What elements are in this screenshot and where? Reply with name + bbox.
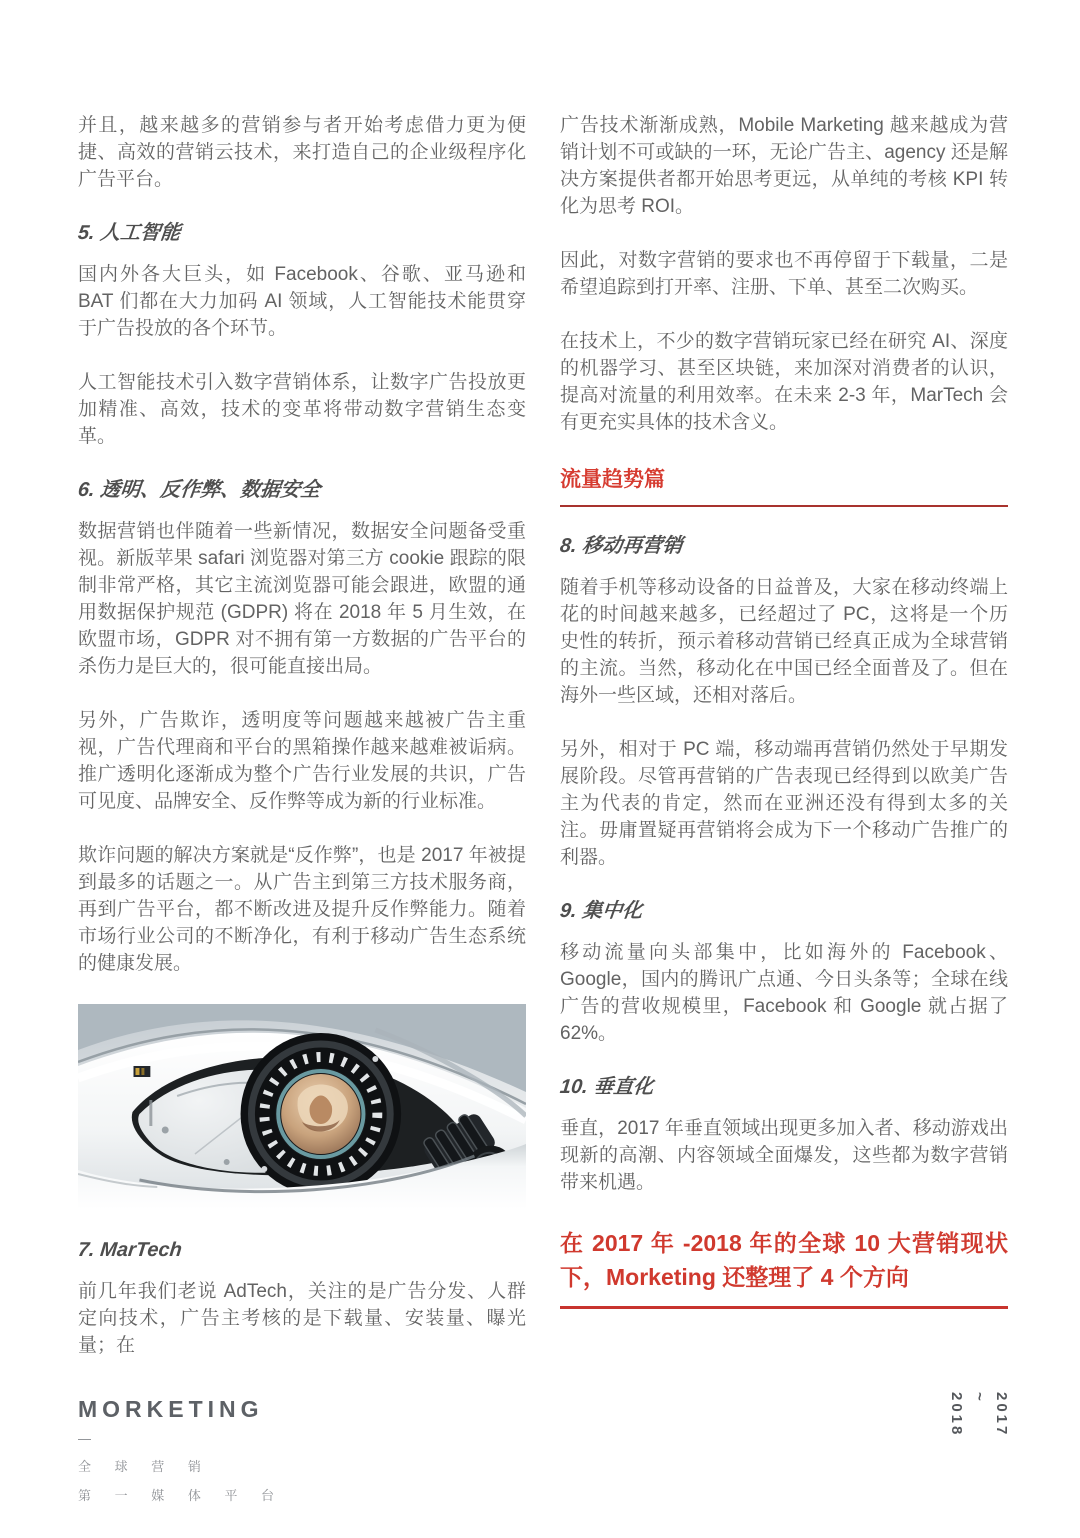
robot-eye-image	[78, 1004, 526, 1209]
section-heading-9-centralization	[560, 898, 1008, 925]
paragraph: 垂直，2017 年垂直领域出现更多加入者、移动游戏出现新的高潮、内容领域全面爆发，这些都为数字营销带来机遇。	[560, 1118, 1008, 1193]
paragraph: 人工智能技术引入数字营销体系，让数字广告投放更加精准、高效，技术的变革将带动数字营销生态变革。	[78, 372, 526, 447]
paragraph: 随着手机等移动设备的日益普及，大家在移动终端上花的时间越来越多，已经超过了 PC，这将是一个历史性的转折，预示着移动营销已经真正成为全球营销的主流。当然，移动化在中国已经全面普及了。但在海外一些区域，还相对落后。	[560, 577, 1008, 706]
paragraph: 国内外各大巨头，如 Facebook、谷歌、亚马逊和 BAT 们都在大力加码 AI 领域，人工智能技术能贯穿于广告投放的各个环节。	[78, 264, 526, 339]
section-heading-label: 5. 人工智能	[76, 222, 182, 244]
paragraph: 前几年我们老说 AdTech，关注的是广告分发、人群定向技术，广告主考核的是下载量、安装量、曝光量；在	[78, 1281, 526, 1356]
section-heading-label: 10. 垂直化	[558, 1076, 655, 1098]
section-heading-10-vertical	[560, 1074, 1008, 1101]
section-heading-7-martech	[78, 1237, 526, 1264]
paragraph: 广告技术渐渐成熟，Mobile Marketing 越来越成为营销计划不可或缺的一环，无论广告主、agency 还是解决方案提供者都开始思考更远，从单纯的考核 KPI 转化为思考 ROI。	[560, 115, 1008, 217]
section-heading-6-transparency	[78, 477, 526, 504]
paragraph: 因此，对数字营销的要求也不再停留于下载量，二是希望追踪到打开率、注册、下单、甚至二次购买。	[560, 250, 1008, 298]
paragraph: 并且，越来越多的营销参与者开始考虑借力更为便捷、高效的营销云技术，来打造自己的企业级程序化广告平台。	[78, 115, 526, 190]
callout-divider-line	[560, 1306, 1008, 1309]
article-columns	[78, 112, 1008, 1386]
paragraph: 数据营销也伴随着一些新情况，数据安全问题备受重视。新版苹果 safari 浏览器对第三方 cookie 跟踪的限制非常严格，其它主流浏览器可能会跟进，欧盟的通用数据保护规范 (GDPR) 将在 2018 年 5 月生效，在欧盟市场，GDPR 对不拥有第一方数据的广告平台的杀伤力是巨大的，很可能直接出局。	[78, 521, 526, 677]
right-column	[560, 112, 1008, 1386]
page-footer-brand	[78, 1396, 284, 1504]
callout-text: 在 2017 年 -2018 年的全球 10 大营销现状下，Morketing 还整理了 4 个方向	[560, 1230, 1008, 1290]
chapter-divider-line	[560, 505, 1008, 507]
section-heading-label: 9. 集中化	[558, 900, 644, 922]
section-heading-5-ai	[78, 220, 526, 247]
footer-year-range	[945, 1392, 1013, 1456]
left-column	[78, 112, 526, 1386]
morketing-logo: MORKETING	[78, 1396, 264, 1422]
chapter-title-traffic-trends: 流量趋势篇	[560, 468, 665, 491]
paragraph: 在技术上，不少的数字营销玩家已经在研究 AI、深度的机器学习、甚至区块链，来加深对消费者的认识，提高对流量的利用效率。在未来 2-3 年，MarTech 会有更充实具体的技术含义。	[560, 331, 1008, 433]
footer-year-separator: ~	[970, 1392, 988, 1401]
footer-tagline-line2: 第 一 媒 体 平 台	[78, 1488, 285, 1503]
paragraph: 另外，相对于 PC 端，移动端再营销仍然处于早期发展阶段。尽管再营销的广告表现已经得到以欧美广告主为代表的肯定，然而在亚洲还没有得到太多的关注。毋庸置疑再营销将会成为下一个移动广告推广的利器。	[560, 739, 1008, 868]
section-heading-label: 7. MarTech	[76, 1239, 183, 1261]
footer-year-to: 2018	[948, 1392, 965, 1438]
section-heading-8-remarketing	[560, 533, 1008, 560]
paragraph: 移动流量向头部集中，比如海外的 Facebook、Google，国内的腾讯广点通、今日头条等；全球在线广告的营收规模里，Facebook 和 Google 就占据了62%。	[560, 942, 1008, 1044]
footer-year-from: 2017	[993, 1392, 1010, 1438]
paragraph: 另外，广告欺诈，透明度等问题越来越被广告主重视，广告代理商和平台的黑箱操作越来越难被诟病。推广透明化逐渐成为整个广告行业发展的共识，广告可见度、品牌安全、反作弊等成为新的行业标准。	[78, 710, 526, 812]
section-heading-label: 8. 移动再营销	[558, 535, 684, 557]
paragraph: 欺诈问题的解决方案就是“反作弊”，也是 2017 年被提到最多的话题之一。从广告主到第三方技术服务商，再到广告平台，都不断改进及提升反作弊能力。随着市场行业公司的不断净化，有利于移动广告生态系统的健康发展。	[78, 845, 526, 974]
footer-divider-dash: —	[78, 1431, 91, 1446]
section-heading-label: 6. 透明、反作弊、数据安全	[76, 479, 322, 501]
footer-tagline-line1: 全 球 营 销	[78, 1459, 211, 1474]
robot-eye-illustration	[78, 1004, 526, 1209]
